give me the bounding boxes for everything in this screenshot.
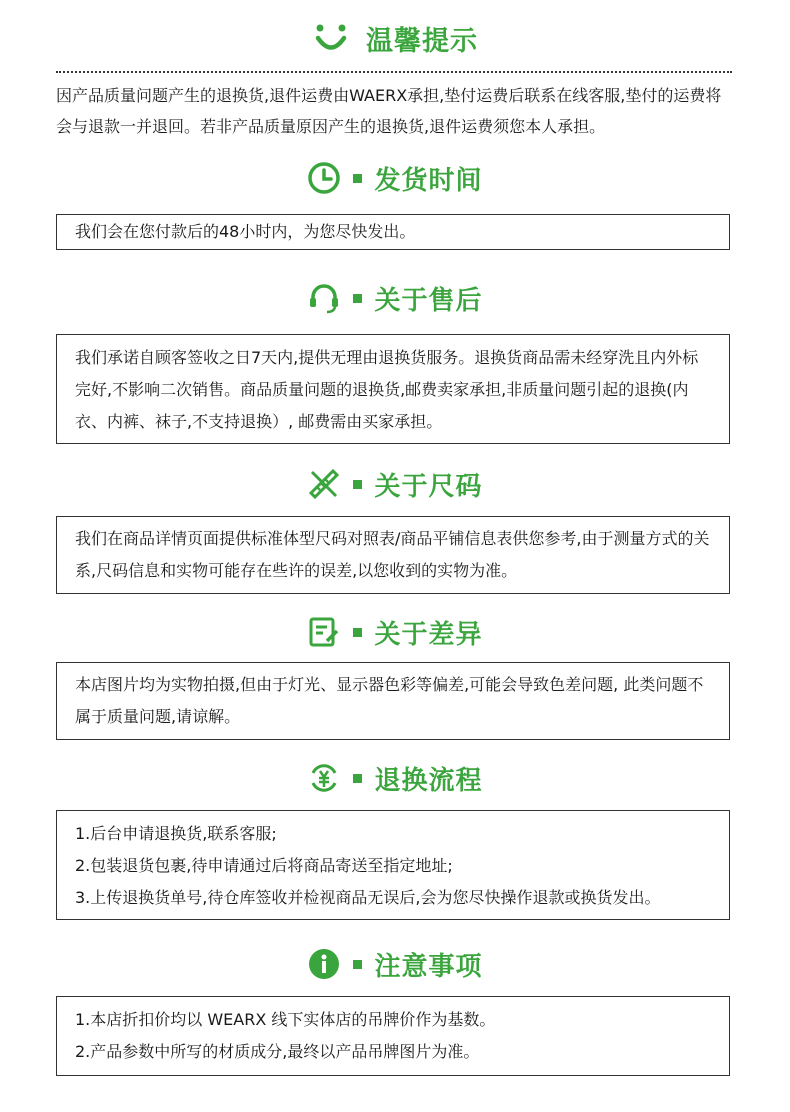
document-edit-icon	[307, 615, 341, 649]
section-heading-after-sales	[0, 276, 790, 320]
section-box-after-sales	[56, 334, 730, 444]
section-title: 关于差异	[374, 619, 483, 650]
section-line: 2.包装退货包裹,待申请通过后将商品寄送至指定地址;	[75, 856, 453, 875]
page-title: 温馨提示	[366, 25, 478, 57]
bullet-dot	[353, 628, 362, 637]
section-box-shipping-time	[56, 214, 730, 250]
section-heading-differences	[0, 610, 790, 654]
yen-exchange-icon	[307, 761, 341, 795]
clock-icon	[307, 161, 341, 195]
section-line: 3.上传退换货单号,待仓库签收并检视商品无误后,会为您尽快操作退款或换货发出。	[75, 888, 661, 907]
bullet-dot	[353, 294, 362, 303]
section-title: 关于尺码	[374, 471, 483, 502]
intro-text: 因产品质量问题产生的退换货,退件运费由WAERX承担,垫付运费后联系在线客服,垫付的运费将会与退款一并退回。若非产品质量原因产生的退换货,退件运费须您本人承担。	[56, 86, 722, 136]
section-line: 1.后台申请退换货,联系客服;	[75, 824, 277, 843]
section-heading-return-process	[0, 756, 790, 800]
section-title: 发货时间	[374, 165, 483, 196]
section-box-differences	[56, 662, 730, 740]
section-line: 2.产品参数中所写的材质成分,最终以产品吊牌图片为准。	[75, 1042, 480, 1061]
section-line: 我们会在您付款后的48小时内，为您尽快发出。	[75, 222, 416, 241]
section-title: 退换流程	[374, 765, 483, 796]
bullet-dot	[353, 774, 362, 783]
section-line: 我们承诺自顾客签收之日7天内,提供无理由退换货服务。退换货商品需未经穿洗且内外标完好,不影响二次销售。商品质量问题的退换货,邮费卖家承担,非质量问题引起的退换(内衣、内裤、袜子,不支持退换）, 邮费需由买家承担。	[75, 348, 699, 431]
ruler-pencil-icon	[307, 467, 341, 501]
bullet-dot	[353, 174, 362, 183]
section-line: 1.本店折扣价均以 WEARX 线下实体店的吊牌价作为基数。	[75, 1010, 496, 1029]
section-heading-sizing	[0, 462, 790, 506]
section-box-return-process	[56, 810, 730, 920]
smile-icon	[312, 19, 350, 57]
section-title: 关于售后	[374, 285, 483, 316]
section-line: 我们在商品详情页面提供标准体型尺码对照表/商品平铺信息表供您参考,由于测量方式的关系,尺码信息和实物可能存在些许的误差,以您收到的实物为准。	[75, 529, 710, 580]
dotted-divider	[56, 71, 732, 73]
page-header	[0, 14, 790, 62]
bullet-dot	[353, 960, 362, 969]
bullet-dot	[353, 480, 362, 489]
section-title: 注意事项	[374, 951, 483, 982]
section-line: 本店图片均为实物拍摄,但由于灯光、显示器色彩等偏差,可能会导致色差问题, 此类问题不属于质量问题,请谅解。	[75, 675, 704, 726]
section-box-notes	[56, 996, 730, 1076]
section-box-sizing	[56, 516, 730, 594]
info-icon	[307, 947, 341, 981]
section-heading-notes	[0, 942, 790, 986]
headset-icon	[307, 281, 341, 315]
section-heading-shipping-time	[0, 156, 790, 200]
